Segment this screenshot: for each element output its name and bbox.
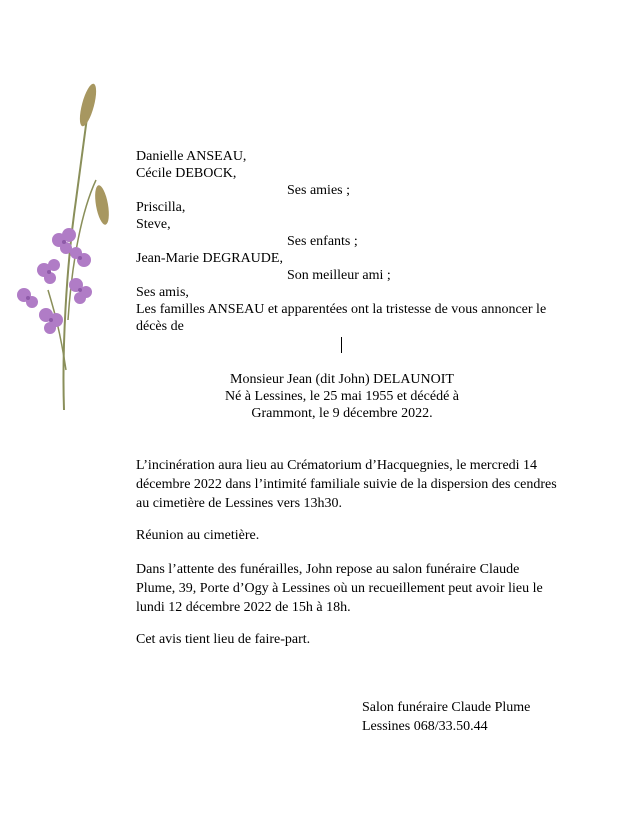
cremation-paragraph xyxy=(136,456,588,513)
deceased-death: Grammont, le 9 décembre 2022. xyxy=(251,406,433,421)
mourner-line: Danielle ANSEAU, xyxy=(136,149,247,164)
mourner-line: Steve, xyxy=(136,217,171,232)
mourner-line: Priscilla, xyxy=(136,200,186,215)
mourner-line: Jean-Marie DEGRAUDE, xyxy=(136,251,283,266)
deceased-name: Monsieur Jean (dit John) DELAUNOIT xyxy=(230,372,454,387)
deceased-birth: Né à Lessines, le 25 mai 1955 et décédé à xyxy=(224,389,460,404)
announcement-line: Les familles ANSEAU et apparentées ont la tristesse de vous annoncer le xyxy=(136,302,547,317)
notice-paragraph: Cet avis tient lieu de faire-part. xyxy=(136,632,311,647)
flower xyxy=(17,228,92,334)
grass-head xyxy=(93,184,112,225)
paragraph-line: Dans l’attente des funérailles, John repose au salon funéraire Claude xyxy=(136,562,520,577)
mourner-line: Ses amis, xyxy=(136,285,189,300)
grass-head xyxy=(77,82,100,128)
announcement-line: décès de xyxy=(136,319,184,334)
wildflower-illustration-icon xyxy=(14,70,118,430)
meeting-paragraph: Réunion au cimetière. xyxy=(136,528,260,543)
rest-paragraph xyxy=(136,560,588,617)
relation-line: Ses amies ; xyxy=(287,183,350,198)
signature-phone: Lessines 068/33.50.44 xyxy=(362,719,488,734)
relation-line: Ses enfants ; xyxy=(287,234,358,249)
text-cursor xyxy=(341,337,342,353)
paragraph-line: lundi 12 décembre 2022 de 15h à 18h. xyxy=(136,600,351,615)
relation-line: Son meilleur ami ; xyxy=(287,268,391,283)
paragraph-line: au cimetière de Lessines vers 13h30. xyxy=(136,496,343,511)
paragraph-line: décembre 2022 dans l’intimité familiale suivie de la dispersion des cendres xyxy=(136,477,557,492)
paragraph-line: Plume, 39, Porte d’Ogy à Lessines où un recueillement peut avoir lieu le xyxy=(136,581,543,596)
mourner-line: Cécile DEBOCK, xyxy=(136,166,237,181)
signature-name: Salon funéraire Claude Plume xyxy=(362,700,531,715)
paragraph-line: L’incinération aura lieu au Crématorium d’Hacquegnies, le mercredi 14 xyxy=(136,458,538,473)
